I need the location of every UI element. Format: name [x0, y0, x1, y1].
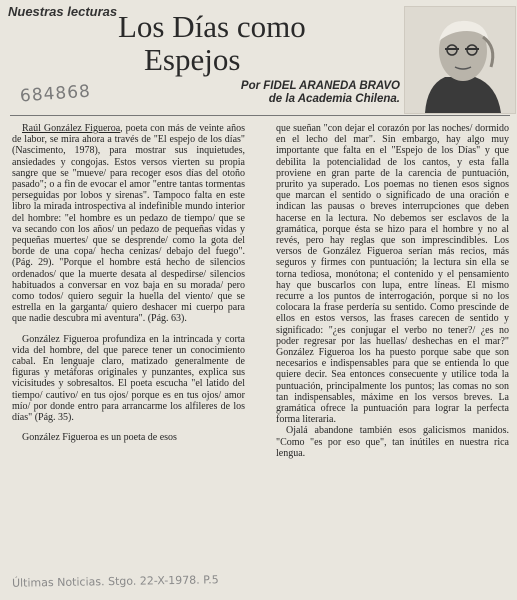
paragraph — [12, 123, 245, 325]
paragraph: González Figueroa profundiza en la intrincada y corta vida del hombre, del que parece tener un conocimiento cabal. En lenguaje claro, matizado generalmente de figuras y metáforas originales y punzantes, explica sus vicisitudes y sobresaltos. El poeta escucha "el latido del tiempo/ cautivo/ en tus ojos/ porque es en tus ojos/ amor mío/ por donde entro para arrancarme los alfileres de los días" (Pág. 35). — [12, 333, 245, 424]
poet-name: Raúl González Figueroa — [22, 123, 121, 134]
paragraph: Ojalá abandone también esos galicismos manidos. "Como "es por eso que", tan inútiles en nuestra rica lengua. — [276, 425, 509, 459]
paragraph: González Figueroa es un poeta de esos — [22, 432, 177, 444]
byline-affiliation: de la Academia Chilena. — [268, 93, 400, 105]
paragraph: que sueñan "con dejar el corazón por las noches/ dormido en el lecho del mar". Sin embargo, hay algo muy importante que falta en el "Espejo de los Días" y que debilita la potencialidad de los cantos, y esta falla proviene en gran parte de la carencia de puntuación, prurito ya superado. Los poemas no tienen esos signos que marcan el sentido o significado de una oración e indican las pausas o breves interrupciones que deben hacerse en la lectura. No debemos ser esclavos de la gramática, porque ésta se hizo para el hombre y no al revés, pero hay reglas que son imprescindibles. Los versos de González Figueroa serían más recios, más seguros y firmes con puntuación; la lectura sin ella se torna tediosa, monótona; el contenido y el pensamiento hay que buscarlos con lupa, entre líneas. El mismo recurre a los puntos de interrogación, porque si no los colocara la frase perdería su sentido. Como prescinde de ellos en estos versos, las frases carecen de sentido y significado: "¿es conjugar el verbo no tener?/ ¿es no poder regresar por las huellas/ deshechas en el mar?" González Figueroa los ha puesto porque sabe que son necesarios e indispensables para que se entienda lo que quiere decir. Sea entonces consecuente y utilice toda la puntuación, principalmente los puntos; las comas no son tan indispensables, máxime en los versos breves. La gramática ofrece la puntuación para lograr la perfecta forma literaria. — [276, 123, 509, 426]
article-title — [118, 10, 378, 76]
header-rule — [10, 115, 510, 116]
title-line-1: Los Días como — [118, 9, 306, 44]
handwritten-source-note: Últimas Noticias. Stgo. 22-X-1978. P.5 — [11, 573, 219, 590]
author-portrait-image — [405, 7, 515, 113]
handwritten-number: 684868 — [19, 81, 92, 107]
title-line-2: Espejos — [144, 42, 241, 77]
byline-author: Por FIDEL ARANEDA BRAVO — [240, 80, 400, 92]
article-column-1 — [12, 123, 245, 443]
byline — [120, 80, 400, 106]
section-label: Nuestras lecturas — [8, 4, 118, 19]
author-photo — [404, 6, 516, 114]
article-column-2 — [276, 123, 509, 459]
paragraph-text: , poeta con más de veinte años de labor, se mira ahora a través de "El espejo de los días" (Nascimento, 1978), para mostrar sus inquietudes, ansiedades y congojas. Estos versos vierten su propia sangre que se "mueve/ para recoger esos días del otoño pasado"; o a fin de evocar el amor "entre tantas tormentas perseguidas por lobos y sirenas". Tampoco falta en este libro la mirada introspectiva al indefinible mundo interior del hombre: "el hombre es un pedazo de tiempo/ que se va secando con los años/ un pedazo de pequeñas vidas y pequeñas muertes/ que se desprende/ como la gota del borde de una copa/ hecha cenizas/ debajo del fuego". (Pág. 29). "Porque el hombre está hecho de silencios ordenados/ que la muerte desata al despedirse/ silencios habituados a conversar en voz baja en su morada/ pero como todos/ quiero seguir la huella del viento/ que se estrella en la garganta/ quiero deshacer mi cuerpo para que nadie descubra mi aventura". (Pág. 63). — [12, 123, 246, 325]
